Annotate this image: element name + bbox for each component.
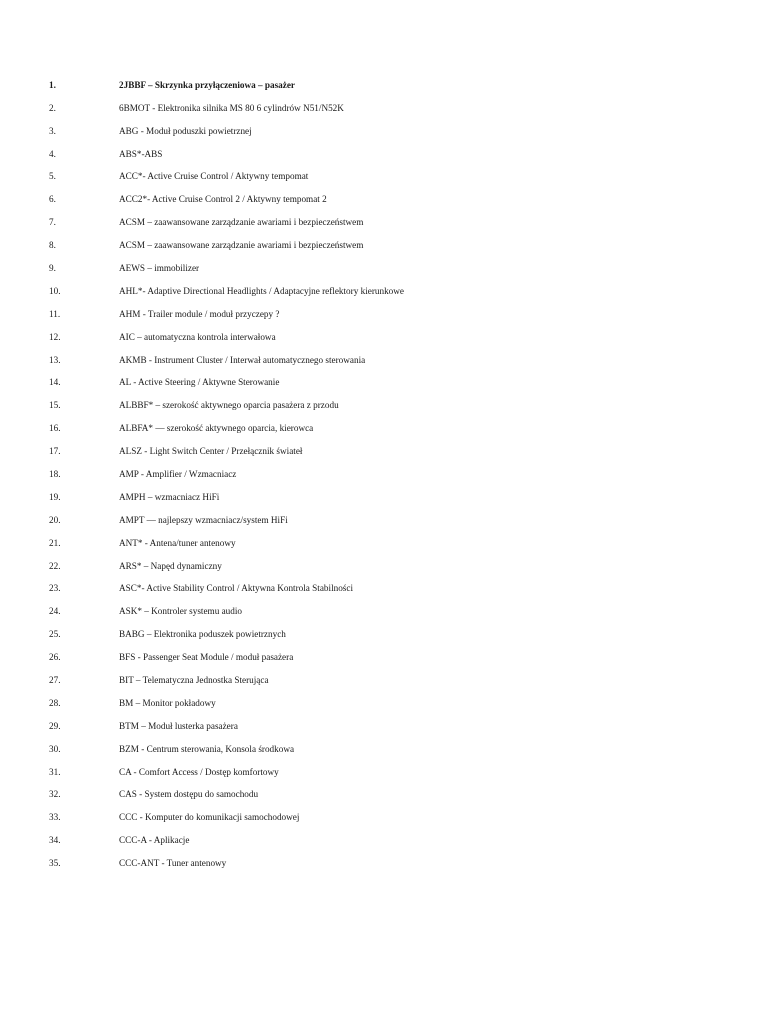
list-item [49, 280, 709, 303]
list-item [49, 303, 709, 326]
item-number: 16. [49, 423, 61, 434]
list-item [49, 623, 709, 646]
item-number: 21. [49, 537, 61, 548]
item-number: 14. [49, 377, 61, 388]
list-item [49, 692, 709, 715]
list-item [49, 600, 709, 623]
item-number: 25. [49, 629, 61, 640]
item-number: 35. [49, 858, 61, 869]
list-item [49, 143, 709, 166]
list-item [49, 188, 709, 211]
item-number: 10. [49, 285, 61, 296]
item-number: 15. [49, 400, 61, 411]
item-text: ACC2*- Active Cruise Control 2 / Aktywny tempomat 2 [119, 194, 327, 205]
item-text: ALSZ - Light Switch Center / Przełącznik świateł [119, 446, 303, 457]
item-text: BIT – Telematyczna Jednostka Sterująca [119, 675, 269, 685]
item-text: CCC-A - Aplikacje [119, 835, 190, 846]
item-number: 7. [49, 217, 56, 228]
item-text: ACSM – zaawansowane zarządzanie awariami i bezpieczeństwem [119, 240, 364, 251]
item-text: ASC*- Active Stability Control / Aktywna Kontrola Stabilności [119, 583, 354, 594]
item-text: BZM - Centrum sterowania, Konsola środkowa [119, 743, 295, 754]
list-item [49, 372, 709, 395]
item-number: 12. [49, 331, 61, 342]
list-item [49, 761, 709, 784]
module-list [49, 74, 709, 875]
item-number: 3. [49, 125, 56, 136]
list-item [49, 97, 709, 120]
item-text: AMPH – wzmacniacz HiFi [119, 491, 220, 502]
list-item [49, 440, 709, 463]
list-item [49, 211, 709, 234]
item-number: 8. [49, 240, 56, 251]
item-text: AMPT — najlepszy wzmacniacz/system HiFi [119, 514, 288, 525]
list-item [49, 166, 709, 189]
item-number: 31. [49, 766, 61, 777]
list-item [49, 555, 709, 578]
item-text: 2JBBF – Skrzynka przyłączeniowa – pasażer [119, 79, 295, 90]
item-text: ASK* – Kontroler systemu audio [119, 606, 242, 617]
item-number: 34. [49, 835, 61, 846]
item-text: BABG – Elektronika poduszek powietrznych [119, 629, 286, 640]
item-number: 6. [49, 194, 56, 205]
list-item [49, 532, 709, 555]
item-text: CAS - System dostępu do samochodu [119, 789, 259, 800]
list-item [49, 509, 709, 532]
item-text: BTM – Moduł lusterka pasażera [119, 720, 238, 731]
item-number: 5. [49, 171, 56, 182]
list-item [49, 257, 709, 280]
item-text: BM – Monitor pokładowy [119, 697, 216, 708]
list-item [49, 829, 709, 852]
item-text: CCC-ANT - Tuner antenowy [119, 858, 227, 869]
item-text: AIC – automatyczna kontrola interwałowa [119, 331, 276, 342]
item-text: ACC*- Active Cruise Control / Aktywny tempomat [119, 171, 309, 182]
list-item [49, 486, 709, 509]
list-item [49, 578, 709, 601]
item-text: ACSM – zaawansowane zarządzanie awariami i bezpieczeństwem [119, 217, 364, 228]
list-item [49, 669, 709, 692]
item-text: ANT* - Antena/tuner antenowy [119, 537, 236, 548]
item-text: AHL*- Adaptive Directional Headlights / Adaptacyjne reflektory kierunkowe [119, 285, 404, 296]
item-number: 22. [49, 560, 61, 571]
list-item [49, 74, 709, 97]
list-item [49, 784, 709, 807]
item-text: AMP - Amplifier / Wzmacniacz [119, 468, 237, 479]
item-number: 2. [49, 102, 56, 113]
item-text: 6BMOT - Elektronika silnika MS 80 6 cylindrów N51/N52K [119, 102, 344, 113]
item-text: ALBBF* – szerokość aktywnego oparcia pasażera z przodu [119, 400, 339, 411]
item-text: ALBFA* — szerokość aktywnego oparcia, kierowca [119, 423, 314, 434]
list-item [49, 646, 709, 669]
item-number: 13. [49, 354, 61, 365]
item-number: 20. [49, 514, 61, 525]
item-text: AKMB - Instrument Cluster / Interwał automatycznego sterowania [119, 354, 366, 365]
item-text: AL - Active Steering / Aktywne Sterowanie [119, 377, 280, 388]
item-text: CA - Comfort Access / Dostęp komfortowy [119, 766, 279, 777]
list-item [49, 715, 709, 738]
list-item [49, 852, 709, 875]
item-number: 27. [49, 675, 61, 685]
item-number: 19. [49, 491, 61, 502]
item-text: AEWS – immobilizer [119, 262, 200, 273]
list-item [49, 326, 709, 349]
item-number: 11. [49, 308, 61, 319]
item-number: 30. [49, 743, 61, 754]
item-number: 9. [49, 262, 56, 273]
list-item [49, 349, 709, 372]
item-text: AHM - Trailer module / moduł przyczepy ? [119, 308, 280, 319]
item-number: 17. [49, 446, 61, 457]
list-item [49, 463, 709, 486]
item-number: 26. [49, 652, 61, 663]
item-number: 23. [49, 583, 61, 594]
item-number: 32. [49, 789, 61, 800]
list-item [49, 807, 709, 830]
item-text: ARS* – Napęd dynamiczny [119, 560, 222, 571]
item-number: 28. [49, 697, 61, 708]
list-item [49, 120, 709, 143]
list-item [49, 417, 709, 440]
item-number: 1. [49, 79, 56, 90]
list-item [49, 738, 709, 761]
item-text: CCC - Komputer do komunikacji samochodowej [119, 812, 300, 823]
item-number: 33. [49, 812, 61, 823]
list-item [49, 394, 709, 417]
item-number: 18. [49, 468, 61, 479]
item-text: ABG - Moduł poduszki powietrznej [119, 125, 252, 136]
item-number: 29. [49, 720, 61, 731]
item-text: BFS - Passenger Seat Module / moduł pasażera [119, 652, 294, 663]
item-number: 4. [49, 148, 56, 159]
list-item [49, 234, 709, 257]
item-number: 24. [49, 606, 61, 617]
item-text: ABS*-ABS [119, 148, 163, 159]
